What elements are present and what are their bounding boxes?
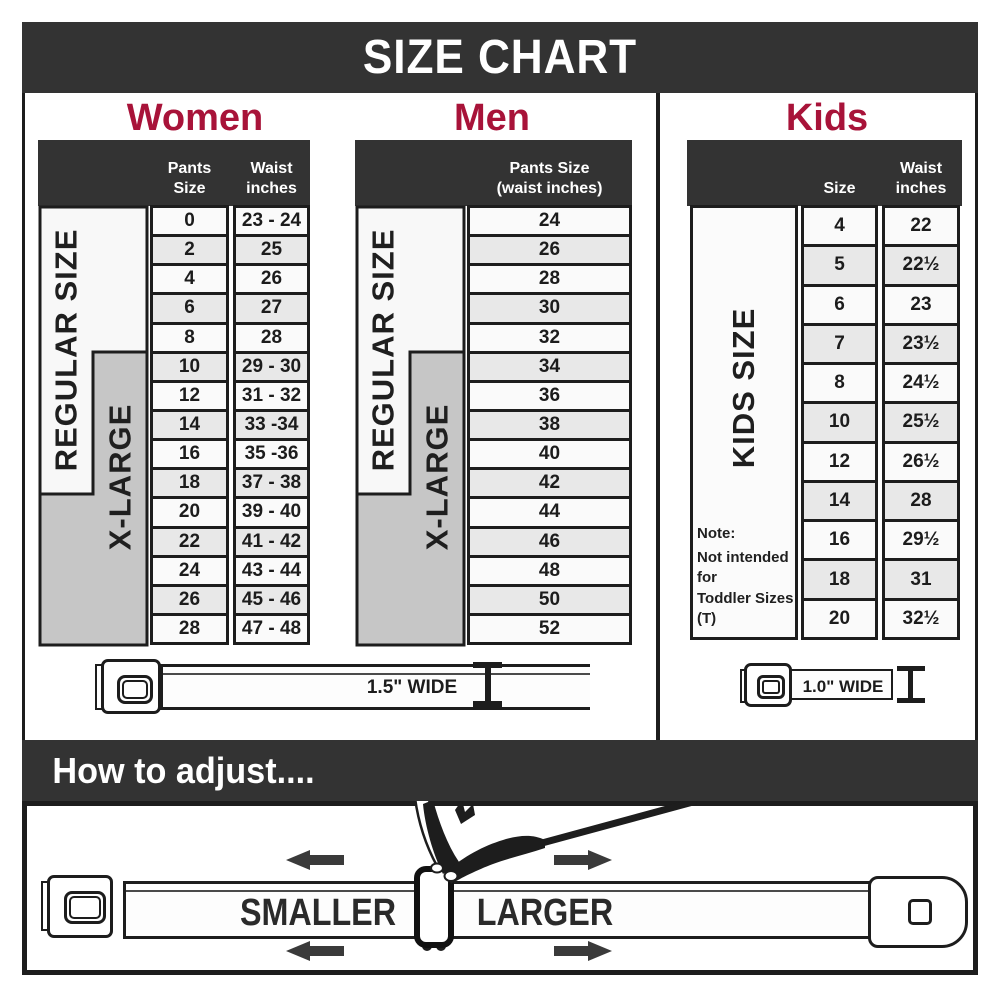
- table-cell: 28: [470, 263, 629, 292]
- bottom-belt-buckle-icon: [47, 875, 113, 938]
- adjust-banner: [22, 740, 978, 801]
- table-cell: 24: [470, 208, 629, 234]
- kids-note: Note: Not intended for Toddler Sizes (T): [697, 524, 794, 627]
- larger-label: LARGER: [476, 892, 614, 934]
- table-cell: 52: [470, 613, 629, 642]
- table-cell: 18: [153, 467, 226, 496]
- table-cell: 22½: [885, 244, 957, 283]
- kids-width-label: 1.0" WIDE: [802, 677, 884, 696]
- table-cell: 39 - 40: [236, 496, 307, 525]
- title-banner: [22, 22, 978, 93]
- table-cell: 16: [804, 519, 875, 558]
- table-cell: 20: [153, 496, 226, 525]
- table-cell: 18: [804, 558, 875, 597]
- kids-col1-header: Size: [823, 180, 856, 197]
- table-cell: 14: [804, 480, 875, 519]
- belt-tip-hole: [908, 899, 932, 925]
- table-cell: 16: [153, 438, 226, 467]
- table-cell: 8: [804, 362, 875, 401]
- table-cell: 25½: [885, 401, 957, 440]
- kids-size-label: KIDS SIZE: [726, 307, 761, 469]
- table-cell: 5: [804, 244, 875, 283]
- women-col2-header: Waist inches: [246, 160, 297, 197]
- table-cell: 26: [470, 234, 629, 263]
- women-pants-size-column: [150, 205, 229, 645]
- kids-col2-header: Waist inches: [895, 160, 947, 197]
- table-cell: 23 - 24: [236, 208, 307, 234]
- kids-width-measure-bar: [908, 666, 913, 702]
- women-xlarge-label: X-LARGE: [102, 403, 138, 551]
- women-waist-column: [233, 205, 310, 645]
- bottom-buckle-button: [64, 891, 106, 924]
- women-table-header: [38, 140, 310, 206]
- page-title: SIZE CHART: [362, 31, 638, 84]
- table-cell: 2: [153, 234, 226, 263]
- table-cell: 46: [470, 526, 629, 555]
- men-size-range-labels: [355, 205, 467, 648]
- width-measure-serif: [473, 701, 502, 707]
- women-regular-size-label: REGULAR SIZE: [48, 228, 84, 472]
- women-size-range-labels: [38, 205, 150, 648]
- smaller-arrow-bottom-icon: [286, 941, 344, 961]
- table-cell: 6: [153, 292, 226, 321]
- table-cell: 8: [153, 322, 226, 351]
- table-cell: 28: [236, 322, 307, 351]
- table-cell: 29½: [885, 519, 957, 558]
- men-pants-size-column: [467, 205, 632, 645]
- table-cell: 23: [885, 284, 957, 323]
- men-regular-size-label: REGULAR SIZE: [365, 228, 401, 472]
- table-cell: 26: [153, 584, 226, 613]
- table-cell: 44: [470, 496, 629, 525]
- table-cell: 37 - 38: [236, 467, 307, 496]
- table-cell: 38: [470, 409, 629, 438]
- frame-border-right: [975, 93, 978, 740]
- table-cell: 6: [804, 284, 875, 323]
- belt-tip: [868, 876, 968, 948]
- kids-table-header: [687, 140, 962, 206]
- table-cell: 48: [470, 555, 629, 584]
- table-cell: 12: [153, 380, 226, 409]
- men-xlarge-label: X-LARGE: [419, 403, 455, 551]
- table-cell: 27: [236, 292, 307, 321]
- table-cell: 12: [804, 441, 875, 480]
- table-cell: 47 - 48: [236, 613, 307, 642]
- table-cell: 7: [804, 323, 875, 362]
- table-cell: 10: [804, 401, 875, 440]
- larger-arrow-bottom-icon: [554, 941, 612, 961]
- table-cell: 28: [153, 613, 226, 642]
- table-cell: 36: [470, 380, 629, 409]
- men-kids-divider: [656, 93, 660, 740]
- larger-arrow-top-icon: [554, 850, 612, 870]
- table-cell: 35 -36: [236, 438, 307, 467]
- table-cell: 50: [470, 584, 629, 613]
- kids-width-measure-serif: [897, 698, 925, 703]
- table-cell: 41 - 42: [236, 526, 307, 555]
- table-cell: 45 - 46: [236, 584, 307, 613]
- table-cell: 4: [153, 263, 226, 292]
- table-cell: 0: [153, 208, 226, 234]
- kids-heading: Kids: [785, 97, 869, 139]
- kids-buckle-button: [757, 675, 785, 699]
- table-cell: 40: [470, 438, 629, 467]
- table-cell: 4: [804, 208, 875, 244]
- table-cell: 31: [885, 558, 957, 597]
- table-cell: 30: [470, 292, 629, 321]
- women-col1-header: Pants Size: [167, 160, 212, 197]
- table-cell: 22: [885, 208, 957, 244]
- adjust-heading: How to adjust....: [52, 749, 315, 791]
- table-cell: 33 -34: [236, 409, 307, 438]
- frame-border-left: [22, 93, 25, 740]
- adult-belt-buckle-icon: [101, 659, 161, 714]
- smaller-arrow-top-icon: [286, 850, 344, 870]
- table-cell: 10: [153, 351, 226, 380]
- table-cell: 28: [885, 480, 957, 519]
- kids-waist-column: [882, 205, 960, 640]
- kids-size-label-box: [690, 205, 798, 640]
- kids-size-column: [801, 205, 878, 640]
- men-col-header: Pants Size (waist inches): [496, 160, 603, 197]
- table-cell: 25: [236, 234, 307, 263]
- table-cell: 32½: [885, 598, 957, 637]
- pinching-hand-icon: [385, 798, 550, 890]
- table-cell: 42: [470, 467, 629, 496]
- smaller-label: SMALLER: [239, 892, 397, 934]
- table-cell: 32: [470, 322, 629, 351]
- table-cell: 24½: [885, 362, 957, 401]
- table-cell: 23½: [885, 323, 957, 362]
- table-cell: 22: [153, 526, 226, 555]
- men-heading: Men: [454, 97, 530, 139]
- table-cell: 43 - 44: [236, 555, 307, 584]
- table-cell: 29 - 30: [236, 351, 307, 380]
- men-table-header: [355, 140, 632, 206]
- women-heading: Women: [126, 97, 264, 139]
- adult-width-label: 1.5" WIDE: [366, 677, 458, 698]
- table-cell: 26: [236, 263, 307, 292]
- table-cell: 31 - 32: [236, 380, 307, 409]
- buckle-button: [117, 675, 153, 704]
- table-cell: 14: [153, 409, 226, 438]
- table-cell: 24: [153, 555, 226, 584]
- table-cell: 20: [804, 598, 875, 637]
- table-cell: 34: [470, 351, 629, 380]
- kids-belt-buckle-icon: [744, 663, 792, 707]
- table-cell: 26½: [885, 441, 957, 480]
